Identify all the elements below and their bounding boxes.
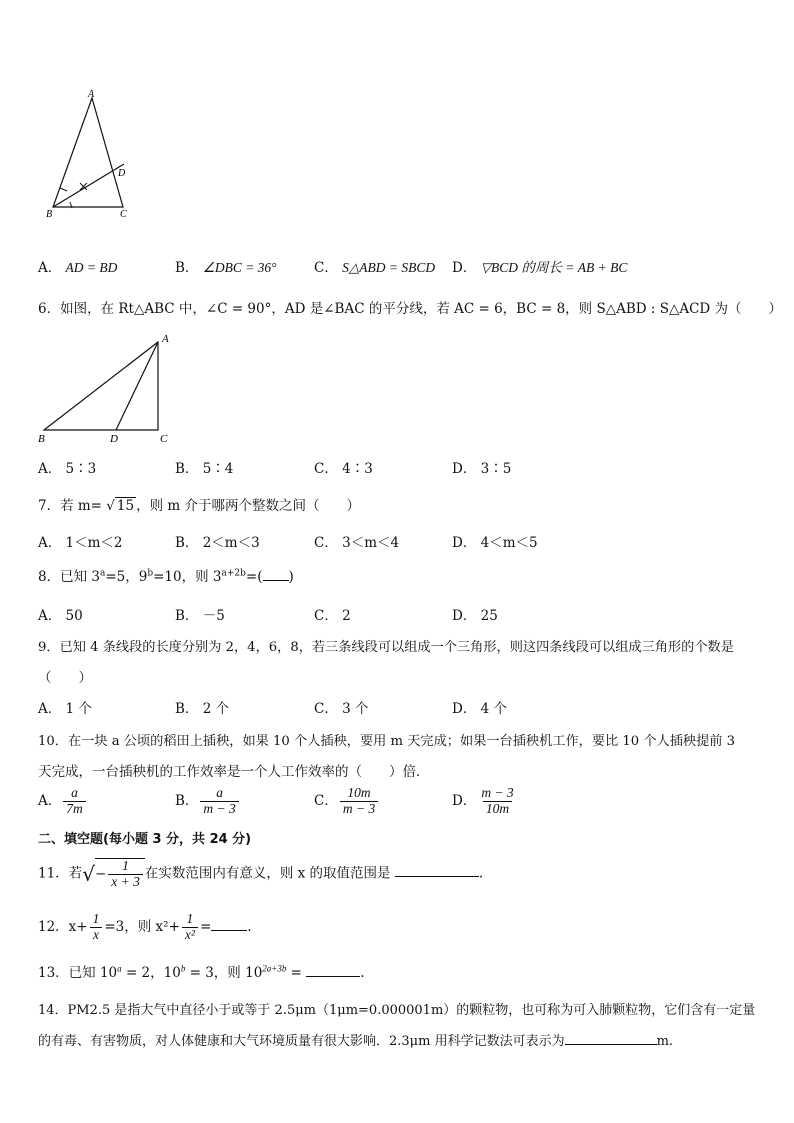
q12-text: 12．x+ $\frac{1}{x}$ =3，则 x²+ $\frac{1}{\text{x²}}$ = . bbox=[38, 911, 252, 942]
arc-mark-1 bbox=[60, 188, 67, 191]
q9-options bbox=[38, 697, 758, 719]
figure-triangle-abd bbox=[40, 88, 140, 223]
q8-option-b[interactable]: B． －5 bbox=[175, 608, 225, 624]
label-c: C bbox=[120, 209, 127, 220]
q9-option-d[interactable]: D． 4 个 bbox=[452, 701, 508, 717]
bisector-bd bbox=[53, 164, 124, 207]
q7-option-a[interactable]: A． 1＜m＜2 bbox=[38, 535, 123, 551]
q9-option-c[interactable]: C． 3 个 bbox=[314, 701, 369, 717]
label-b-2: B bbox=[38, 433, 45, 445]
q10-option-b[interactable]: B． $\frac{a}{m - 3}$ bbox=[175, 786, 241, 817]
q6-option-c[interactable]: C． 4∶3 bbox=[314, 461, 373, 477]
q5-options bbox=[38, 256, 758, 278]
label-a: A bbox=[88, 89, 95, 100]
label-c-2: C bbox=[160, 433, 168, 445]
bisector-ad bbox=[116, 342, 158, 430]
q14-line-2: 的有毒、有害物质，对人体健康和大气环境质量有很大影响．2.3μm 用科学记数法可表示为 m. bbox=[38, 1034, 674, 1049]
q6-text: 6．如图，在 Rt△ABC 中，∠C = 90°，AD 是∠BAC 的平分线，若 AC = 6，BC = 8，则 S△ABD : S△ACD 为（ ） bbox=[38, 301, 783, 317]
q12-answer-blank[interactable] bbox=[211, 918, 247, 931]
section-fill-in-heading: 二、填空题(每小题 3 分，共 24 分) bbox=[38, 832, 252, 847]
q8-text: 8．已知 $3^a=5$，$9^b=10$，则 $3^{a+2b}=$( ) bbox=[38, 568, 294, 585]
label-d: D bbox=[118, 168, 126, 179]
q9-line-2: （ ） bbox=[38, 670, 92, 686]
q9-option-a[interactable]: A． 1 个 bbox=[38, 701, 92, 717]
triangle-abc-outline-2 bbox=[44, 342, 158, 430]
q8-options bbox=[38, 604, 758, 626]
q9-line-1: 9．已知 4 条线段的长度分别为 2，4，6，8，若三条线段可以组成一个三角形，则这四条线段可以组成三角形的个数是 bbox=[38, 640, 734, 655]
q6-option-b[interactable]: B． 5∶4 bbox=[175, 461, 234, 477]
q13-answer-blank[interactable] bbox=[306, 964, 360, 977]
q9-option-b[interactable]: B． 2 个 bbox=[175, 701, 230, 717]
q8-answer-blank[interactable] bbox=[263, 568, 289, 581]
triangle-abc-outline bbox=[53, 98, 123, 207]
label-a-2: A bbox=[162, 333, 169, 345]
q7-option-b[interactable]: B． 2＜m＜3 bbox=[175, 535, 260, 551]
q5-option-a[interactable]: A． AD = BD bbox=[38, 260, 118, 276]
sqrt-icon: √ bbox=[82, 861, 95, 886]
q10-line-2: 天完成，一台插秧机的工作效率是一个人工作效率的（ ）倍． bbox=[38, 764, 430, 780]
figure-right-triangle bbox=[34, 330, 184, 446]
q10-option-a[interactable]: A． $\frac{a}{7m}$ bbox=[38, 786, 88, 817]
q14-answer-blank[interactable] bbox=[565, 1032, 657, 1045]
q11-answer-blank[interactable] bbox=[395, 864, 479, 877]
q8-option-c[interactable]: C． 2 bbox=[314, 608, 351, 624]
label-b: B bbox=[46, 209, 53, 220]
q7-text: 7．若 m= √ 15 ，则 m 介于哪两个整数之间（ ） bbox=[38, 498, 360, 514]
label-d-2: D bbox=[110, 433, 118, 445]
q7-option-d[interactable]: D． 4＜m＜5 bbox=[452, 535, 538, 551]
q5-option-d[interactable]: D． ▽BCD 的周长 = AB + BC bbox=[452, 260, 628, 276]
q7-options bbox=[38, 531, 758, 553]
q11-text: 11．若√− $\frac{1}{x + 3}$ 在实数范围内有意义，则 x 的取值范围是 . bbox=[38, 858, 484, 889]
q7-option-c[interactable]: C． 3＜m＜4 bbox=[314, 535, 400, 551]
q8-option-a[interactable]: A． 50 bbox=[38, 608, 83, 624]
q10-option-c[interactable]: C． $\frac{10m}{m - 3}$ bbox=[314, 786, 380, 817]
q10-line-1: 10．在一块 a 公顷的稻田上插秧，如果 10 个人插秧，要用 m 天完成；如果一台插秧机工作，要比 10 个人插秧提前 3 bbox=[38, 734, 736, 749]
sqrt-icon: √ bbox=[106, 498, 115, 514]
q8-option-d[interactable]: D． 25 bbox=[452, 608, 498, 624]
q13-text: 13．已知 $10^a = 2$，$10^b = 3$，则 $10^{2a+3b}$ = . bbox=[38, 963, 365, 981]
q5-option-c[interactable]: C． S△ABD = SBCD bbox=[314, 260, 436, 276]
q6-options bbox=[38, 457, 758, 479]
q5-option-b[interactable]: B． ∠DBC = 36° bbox=[175, 260, 277, 276]
q14-line-1: 14．PM2.5 是指大气中直径小于或等于 2.5μm（1μm=0.000001m）的颗粒物，也可称为可入肺颗粒物，它们含有一定量 bbox=[38, 1003, 756, 1018]
q6-option-d[interactable]: D． 3∶5 bbox=[452, 461, 512, 477]
q6-option-a[interactable]: A． 5∶3 bbox=[38, 461, 97, 477]
q10-options bbox=[38, 786, 758, 826]
q10-option-d[interactable]: D． $\frac{m - 3}{10m}$ bbox=[452, 785, 514, 816]
